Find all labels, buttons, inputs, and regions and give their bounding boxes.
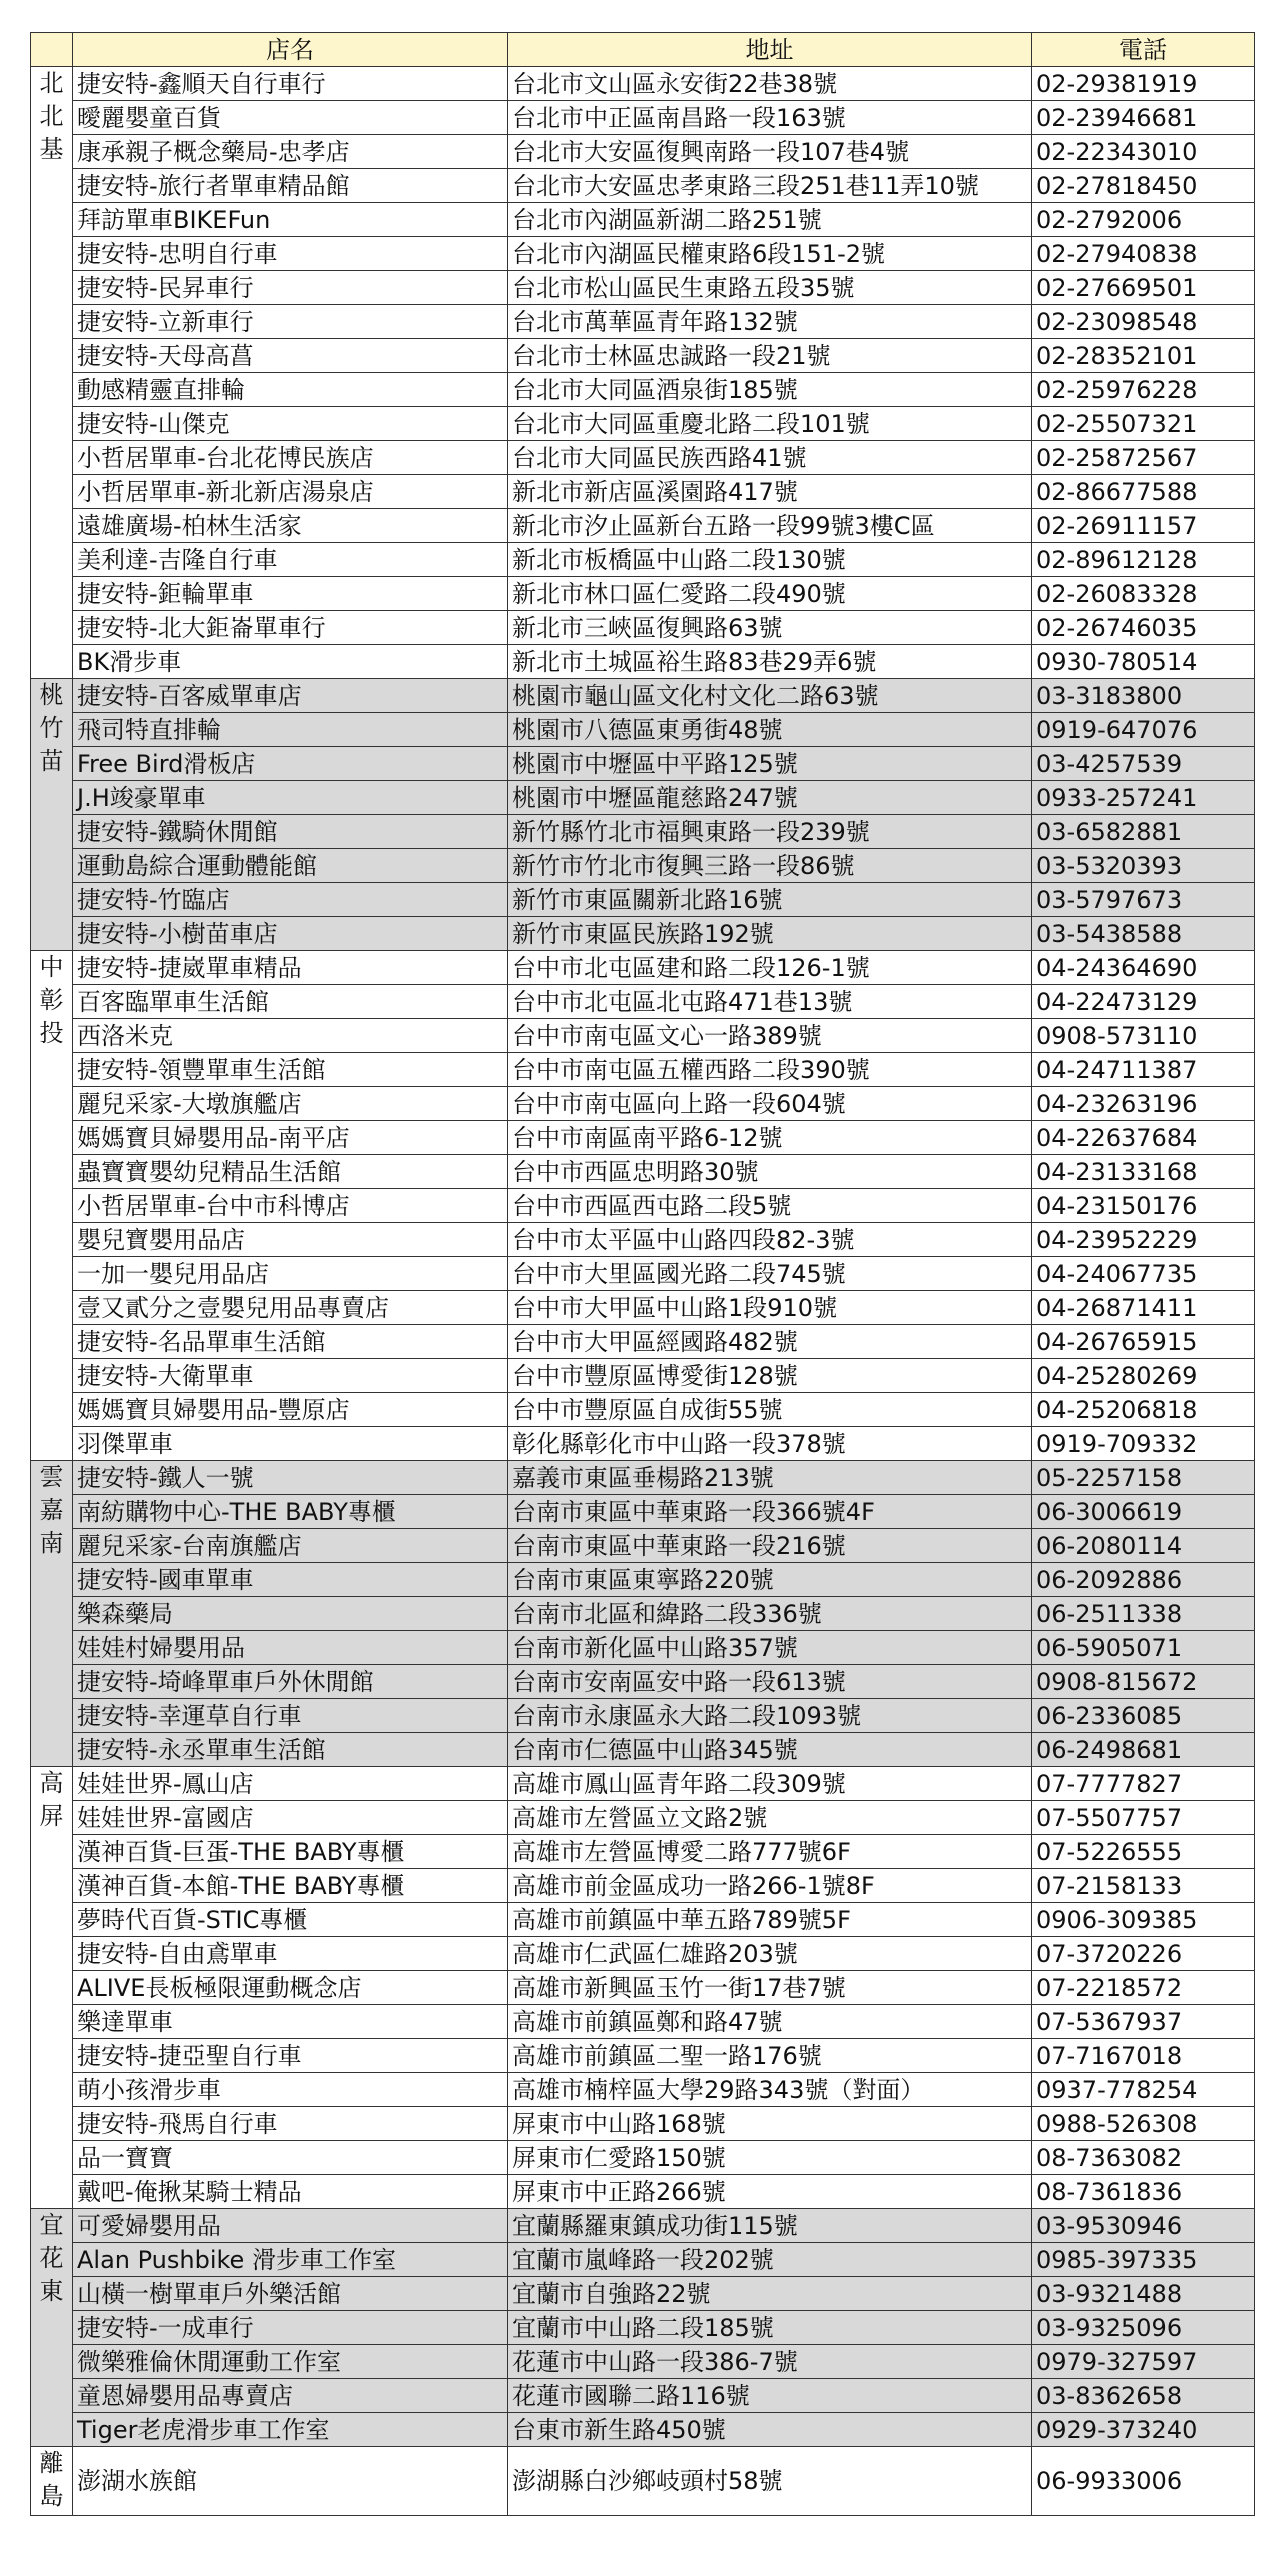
- address-cell: 宜蘭市自強路22號: [508, 2277, 1032, 2311]
- store-name-cell: 南紡購物中心-THE BABY專櫃: [73, 1495, 508, 1529]
- table-row: [31, 815, 1255, 849]
- address-cell: 宜蘭市中山路二段185號: [508, 2311, 1032, 2345]
- address-cell: 台北市士林區忠誠路一段21號: [508, 339, 1032, 373]
- address-cell: 台中市大里區國光路二段745號: [508, 1257, 1032, 1291]
- phone-cell: 04-23133168: [1032, 1155, 1255, 1189]
- table-row: [31, 407, 1255, 441]
- address-cell: 台中市豐原區博愛街128號: [508, 1359, 1032, 1393]
- phone-cell: 05-2257158: [1032, 1461, 1255, 1495]
- phone-cell: 03-6582881: [1032, 815, 1255, 849]
- address-cell: 台中市南屯區五權西路二段390號: [508, 1053, 1032, 1087]
- address-cell: 台北市大安區復興南路一段107巷4號: [508, 135, 1032, 169]
- address-cell: 高雄市楠梓區大學29路343號（對面）: [508, 2073, 1032, 2107]
- store-name-cell: 媽媽寶貝婦嬰用品-豐原店: [73, 1393, 508, 1427]
- address-cell: 新竹市竹北市復興三路一段86號: [508, 849, 1032, 883]
- phone-cell: 03-9325096: [1032, 2311, 1255, 2345]
- address-cell: 桃園市中壢區中平路125號: [508, 747, 1032, 781]
- phone-cell: 04-23263196: [1032, 1087, 1255, 1121]
- phone-cell: 0937-778254: [1032, 2073, 1255, 2107]
- phone-cell: 03-5438588: [1032, 917, 1255, 951]
- phone-cell: 06-2092886: [1032, 1563, 1255, 1597]
- phone-cell: 07-5367937: [1032, 2005, 1255, 2039]
- store-name-cell: 可愛婦嬰用品: [73, 2209, 508, 2243]
- phone-cell: 06-2080114: [1032, 1529, 1255, 1563]
- store-name-cell: 小哲居單車-台北花博民族店: [73, 441, 508, 475]
- store-name-cell: 漢神百貨-巨蛋-THE BABY專櫃: [73, 1835, 508, 1869]
- address-cell: 台中市豐原區自成街55號: [508, 1393, 1032, 1427]
- phone-cell: 04-23150176: [1032, 1189, 1255, 1223]
- table-body: [31, 67, 1255, 2516]
- table-row: [31, 169, 1255, 203]
- store-name-cell: 捷安特-鉅輪單車: [73, 577, 508, 611]
- header-phone: 電話: [1032, 33, 1255, 67]
- address-cell: 新北市三峽區復興路63號: [508, 611, 1032, 645]
- table-row: [31, 1869, 1255, 1903]
- address-cell: 高雄市新興區玉竹一街17巷7號: [508, 1971, 1032, 2005]
- address-cell: 新北市林口區仁愛路二段490號: [508, 577, 1032, 611]
- address-cell: 台中市北屯區北屯路471巷13號: [508, 985, 1032, 1019]
- store-name-cell: Alan Pushbike 滑步車工作室: [73, 2243, 508, 2277]
- table-row: [31, 1325, 1255, 1359]
- phone-cell: 08-7361836: [1032, 2175, 1255, 2209]
- store-name-cell: 捷安特-竹臨店: [73, 883, 508, 917]
- store-name-cell: 蟲寶寶嬰幼兒精品生活館: [73, 1155, 508, 1189]
- phone-cell: 04-25206818: [1032, 1393, 1255, 1427]
- phone-cell: 02-29381919: [1032, 67, 1255, 101]
- address-cell: 新竹市東區民族路192號: [508, 917, 1032, 951]
- phone-cell: 02-26911157: [1032, 509, 1255, 543]
- address-cell: 台中市北屯區建和路二段126-1號: [508, 951, 1032, 985]
- store-name-cell: 捷安特-忠明自行車: [73, 237, 508, 271]
- table-row: [31, 441, 1255, 475]
- table-row: [31, 2209, 1255, 2243]
- address-cell: 台中市太平區中山路四段82-3號: [508, 1223, 1032, 1257]
- address-cell: 台北市中正區南昌路一段163號: [508, 101, 1032, 135]
- address-cell: 屏東市中正路266號: [508, 2175, 1032, 2209]
- table-row: [31, 1801, 1255, 1835]
- phone-cell: 04-24711387: [1032, 1053, 1255, 1087]
- store-name-cell: 捷安特-永丞單車生活館: [73, 1733, 508, 1767]
- address-cell: 高雄市左營區立文路2號: [508, 1801, 1032, 1835]
- store-name-cell: 嬰兒寶嬰用品店: [73, 1223, 508, 1257]
- region-cell: 中彰投: [31, 951, 73, 1461]
- region-cell: 雲嘉南: [31, 1461, 73, 1767]
- phone-cell: 0930-780514: [1032, 645, 1255, 679]
- store-name-cell: 西洛米克: [73, 1019, 508, 1053]
- address-cell: 台北市大同區民族西路41號: [508, 441, 1032, 475]
- table-row: [31, 271, 1255, 305]
- phone-cell: 02-89612128: [1032, 543, 1255, 577]
- table-header: [31, 33, 1255, 67]
- store-name-cell: 戴吧-俺揪某騎士精品: [73, 2175, 508, 2209]
- store-name-cell: 捷安特-捷崴單車精品: [73, 951, 508, 985]
- table-row: [31, 2005, 1255, 2039]
- phone-cell: 07-5507757: [1032, 1801, 1255, 1835]
- store-name-cell: 拜訪單車BIKEFun: [73, 203, 508, 237]
- phone-cell: 07-3720226: [1032, 1937, 1255, 1971]
- table-row: [31, 1699, 1255, 1733]
- address-cell: 台南市東區中華東路一段216號: [508, 1529, 1032, 1563]
- store-name-cell: 捷安特-幸運草自行車: [73, 1699, 508, 1733]
- table-row: [31, 1019, 1255, 1053]
- phone-cell: 04-25280269: [1032, 1359, 1255, 1393]
- phone-cell: 04-26871411: [1032, 1291, 1255, 1325]
- store-name-cell: 捷安特-旅行者單車精品館: [73, 169, 508, 203]
- address-cell: 宜蘭市嵐峰路一段202號: [508, 2243, 1032, 2277]
- store-name-cell: 山橫一樹單車戶外樂活館: [73, 2277, 508, 2311]
- table-row: [31, 883, 1255, 917]
- address-cell: 台北市文山區永安街22巷38號: [508, 67, 1032, 101]
- store-name-cell: 飛司特直排輪: [73, 713, 508, 747]
- table-row: [31, 509, 1255, 543]
- store-name-cell: 捷安特-捷亞聖自行車: [73, 2039, 508, 2073]
- store-name-cell: 捷安特-立新車行: [73, 305, 508, 339]
- store-name-cell: 捷安特-民昇車行: [73, 271, 508, 305]
- address-cell: 台中市大甲區中山路1段910號: [508, 1291, 1032, 1325]
- store-name-cell: 遠雄廣場-柏林生活家: [73, 509, 508, 543]
- store-name-cell: 小哲居單車-台中市科博店: [73, 1189, 508, 1223]
- phone-cell: 04-26765915: [1032, 1325, 1255, 1359]
- phone-cell: 03-5320393: [1032, 849, 1255, 883]
- address-cell: 台南市東區中華東路一段366號4F: [508, 1495, 1032, 1529]
- table-row: [31, 1529, 1255, 1563]
- table-row: [31, 713, 1255, 747]
- store-name-cell: 夢時代百貨-STIC專櫃: [73, 1903, 508, 1937]
- table-row: [31, 1087, 1255, 1121]
- region-cell: 宜花東: [31, 2209, 73, 2447]
- store-name-cell: 一加一嬰兒用品店: [73, 1257, 508, 1291]
- store-name-cell: BK滑步車: [73, 645, 508, 679]
- store-name-cell: 捷安特-自由鳶單車: [73, 1937, 508, 1971]
- address-cell: 屏東市仁愛路150號: [508, 2141, 1032, 2175]
- table-row: [31, 1937, 1255, 1971]
- address-cell: 高雄市前鎮區中華五路789號5F: [508, 1903, 1032, 1937]
- phone-cell: 06-2336085: [1032, 1699, 1255, 1733]
- phone-cell: 0908-815672: [1032, 1665, 1255, 1699]
- table-row: [31, 2141, 1255, 2175]
- table-row: [31, 679, 1255, 713]
- store-name-cell: 娃娃世界-鳳山店: [73, 1767, 508, 1801]
- table-row: [31, 1971, 1255, 2005]
- phone-cell: 02-25976228: [1032, 373, 1255, 407]
- phone-cell: 03-5797673: [1032, 883, 1255, 917]
- phone-cell: 02-27669501: [1032, 271, 1255, 305]
- address-cell: 花蓮市國聯二路116號: [508, 2379, 1032, 2413]
- phone-cell: 06-2511338: [1032, 1597, 1255, 1631]
- address-cell: 台北市萬華區青年路132號: [508, 305, 1032, 339]
- table-row: [31, 1257, 1255, 1291]
- store-name-cell: 百客臨單車生活館: [73, 985, 508, 1019]
- table-row: [31, 2107, 1255, 2141]
- address-cell: 高雄市鳳山區青年路二段309號: [508, 1767, 1032, 1801]
- store-name-cell: 捷安特-大衛單車: [73, 1359, 508, 1393]
- region-cell: 桃竹苗: [31, 679, 73, 951]
- store-name-cell: ALIVE長板極限運動概念店: [73, 1971, 508, 2005]
- phone-cell: 03-3183800: [1032, 679, 1255, 713]
- store-name-cell: J.H竣豪單車: [73, 781, 508, 815]
- table-row: [31, 747, 1255, 781]
- phone-cell: 02-28352101: [1032, 339, 1255, 373]
- address-cell: 新竹市東區關新北路16號: [508, 883, 1032, 917]
- store-name-cell: 捷安特-鑫順天自行車行: [73, 67, 508, 101]
- address-cell: 台北市大安區忠孝東路三段251巷11弄10號: [508, 169, 1032, 203]
- table-row: [31, 2311, 1255, 2345]
- table-row: [31, 1291, 1255, 1325]
- table-row: [31, 2175, 1255, 2209]
- store-name-cell: 捷安特-天母高菖: [73, 339, 508, 373]
- store-name-cell: 童恩婦嬰用品專賣店: [73, 2379, 508, 2413]
- table-row: [31, 1665, 1255, 1699]
- table-row: [31, 611, 1255, 645]
- table-row: [31, 1223, 1255, 1257]
- table-row: [31, 1835, 1255, 1869]
- region-cell: 離島: [31, 2447, 73, 2516]
- store-name-cell: 美利達-吉隆自行車: [73, 543, 508, 577]
- store-name-cell: Free Bird滑板店: [73, 747, 508, 781]
- store-name-cell: Tiger老虎滑步車工作室: [73, 2413, 508, 2447]
- table-row: [31, 101, 1255, 135]
- table-row: [31, 475, 1255, 509]
- table-row: [31, 237, 1255, 271]
- header-row: [31, 33, 1255, 67]
- store-name-cell: 動感精靈直排輪: [73, 373, 508, 407]
- store-name-cell: 康承親子概念藥局-忠孝店: [73, 135, 508, 169]
- address-cell: 台北市大同區酒泉街185號: [508, 373, 1032, 407]
- address-cell: 台南市北區和緯路二段336號: [508, 1597, 1032, 1631]
- table-row: [31, 2073, 1255, 2107]
- phone-cell: 06-2498681: [1032, 1733, 1255, 1767]
- table-row: [31, 1631, 1255, 1665]
- store-name-cell: 捷安特-鐵騎休閒館: [73, 815, 508, 849]
- phone-cell: 0919-709332: [1032, 1427, 1255, 1461]
- store-name-cell: 捷安特-一成車行: [73, 2311, 508, 2345]
- table-row: [31, 2345, 1255, 2379]
- table-row: [31, 67, 1255, 101]
- address-cell: 高雄市仁武區仁雄路203號: [508, 1937, 1032, 1971]
- table-row: [31, 1189, 1255, 1223]
- table-row: [31, 2039, 1255, 2073]
- store-name-cell: 捷安特-山傑克: [73, 407, 508, 441]
- table-row: [31, 1359, 1255, 1393]
- table-row: [31, 1155, 1255, 1189]
- table-row: [31, 1121, 1255, 1155]
- table-row: [31, 1393, 1255, 1427]
- store-name-cell: 捷安特-小樹苗車店: [73, 917, 508, 951]
- table-row: [31, 781, 1255, 815]
- address-cell: 桃園市龜山區文化村文化二路63號: [508, 679, 1032, 713]
- address-cell: 桃園市八德區東勇街48號: [508, 713, 1032, 747]
- store-name-cell: 娃娃世界-富國店: [73, 1801, 508, 1835]
- phone-cell: 07-2158133: [1032, 1869, 1255, 1903]
- address-cell: 台北市松山區民生東路五段35號: [508, 271, 1032, 305]
- phone-cell: 0985-397335: [1032, 2243, 1255, 2277]
- address-cell: 彰化縣彰化市中山路一段378號: [508, 1427, 1032, 1461]
- phone-cell: 04-24364690: [1032, 951, 1255, 985]
- store-name-cell: 捷安特-名品單車生活館: [73, 1325, 508, 1359]
- store-table: [30, 32, 1255, 2516]
- store-name-cell: 捷安特-百客威單車店: [73, 679, 508, 713]
- address-cell: 台南市新化區中山路357號: [508, 1631, 1032, 1665]
- phone-cell: 02-23098548: [1032, 305, 1255, 339]
- address-cell: 台中市西區西屯路二段5號: [508, 1189, 1032, 1223]
- region-cell: 高屏: [31, 1767, 73, 2209]
- table-row: [31, 305, 1255, 339]
- phone-cell: 02-26746035: [1032, 611, 1255, 645]
- address-cell: 新北市新店區溪園路417號: [508, 475, 1032, 509]
- store-name-cell: 萌小孩滑步車: [73, 2073, 508, 2107]
- store-name-cell: 羽傑單車: [73, 1427, 508, 1461]
- table-row: [31, 203, 1255, 237]
- phone-cell: 02-26083328: [1032, 577, 1255, 611]
- address-cell: 台南市仁德區中山路345號: [508, 1733, 1032, 1767]
- address-cell: 高雄市前鎮區二聖一路176號: [508, 2039, 1032, 2073]
- phone-cell: 0988-526308: [1032, 2107, 1255, 2141]
- table-row: [31, 543, 1255, 577]
- phone-cell: 02-25872567: [1032, 441, 1255, 475]
- address-cell: 台南市安南區安中路一段613號: [508, 1665, 1032, 1699]
- store-name-cell: 樂森藥局: [73, 1597, 508, 1631]
- phone-cell: 0908-573110: [1032, 1019, 1255, 1053]
- store-name-cell: 壹又貳分之壹嬰兒用品專賣店: [73, 1291, 508, 1325]
- address-cell: 花蓮市中山路一段386-7號: [508, 2345, 1032, 2379]
- phone-cell: 0979-327597: [1032, 2345, 1255, 2379]
- address-cell: 台南市永康區永大路二段1093號: [508, 1699, 1032, 1733]
- table-row: [31, 2413, 1255, 2447]
- store-name-cell: 麗兒采家-台南旗艦店: [73, 1529, 508, 1563]
- table-row: [31, 2277, 1255, 2311]
- table-row: [31, 1495, 1255, 1529]
- address-cell: 新竹縣竹北市福興東路一段239號: [508, 815, 1032, 849]
- table-row: [31, 1733, 1255, 1767]
- phone-cell: 03-8362658: [1032, 2379, 1255, 2413]
- phone-cell: 0933-257241: [1032, 781, 1255, 815]
- phone-cell: 08-7363082: [1032, 2141, 1255, 2175]
- phone-cell: 06-9933006: [1032, 2447, 1255, 2516]
- table-row: [31, 1563, 1255, 1597]
- store-name-cell: 捷安特-鐵人一號: [73, 1461, 508, 1495]
- phone-cell: 03-9321488: [1032, 2277, 1255, 2311]
- table-row: [31, 849, 1255, 883]
- header-region: [31, 33, 73, 67]
- phone-cell: 04-22473129: [1032, 985, 1255, 1019]
- store-name-cell: 微樂雅倫休閒運動工作室: [73, 2345, 508, 2379]
- store-name-cell: 媽媽寶貝婦嬰用品-南平店: [73, 1121, 508, 1155]
- store-name-cell: 運動島綜合運動體能館: [73, 849, 508, 883]
- table-row: [31, 135, 1255, 169]
- phone-cell: 04-24067735: [1032, 1257, 1255, 1291]
- table-row: [31, 2447, 1255, 2516]
- table-row: [31, 1597, 1255, 1631]
- address-cell: 台北市內湖區民權東路6段151-2號: [508, 237, 1032, 271]
- table-row: [31, 917, 1255, 951]
- store-name-cell: 澎湖水族館: [73, 2447, 508, 2516]
- store-name-cell: 樂達單車: [73, 2005, 508, 2039]
- store-name-cell: 品一寶寶: [73, 2141, 508, 2175]
- store-name-cell: 捷安特-領豐單車生活館: [73, 1053, 508, 1087]
- address-cell: 宜蘭縣羅東鎮成功街115號: [508, 2209, 1032, 2243]
- phone-cell: 06-5905071: [1032, 1631, 1255, 1665]
- phone-cell: 04-22637684: [1032, 1121, 1255, 1155]
- address-cell: 屏東市中山路168號: [508, 2107, 1032, 2141]
- store-name-cell: 麗兒采家-大墩旗艦店: [73, 1087, 508, 1121]
- phone-cell: 0906-309385: [1032, 1903, 1255, 1937]
- store-name-cell: 娃娃村婦嬰用品: [73, 1631, 508, 1665]
- store-name-cell: 捷安特-飛馬自行車: [73, 2107, 508, 2141]
- phone-cell: 07-2218572: [1032, 1971, 1255, 2005]
- store-name-cell: 小哲居單車-新北新店湯泉店: [73, 475, 508, 509]
- phone-cell: 02-27940838: [1032, 237, 1255, 271]
- phone-cell: 02-27818450: [1032, 169, 1255, 203]
- phone-cell: 02-2792006: [1032, 203, 1255, 237]
- table-row: [31, 645, 1255, 679]
- address-cell: 新北市土城區裕生路83巷29弄6號: [508, 645, 1032, 679]
- store-name-cell: 捷安特-埼峰單車戶外休閒館: [73, 1665, 508, 1699]
- table-row: [31, 2243, 1255, 2277]
- phone-cell: 03-9530946: [1032, 2209, 1255, 2243]
- table-row: [31, 951, 1255, 985]
- phone-cell: 02-23946681: [1032, 101, 1255, 135]
- address-cell: 高雄市左營區博愛二路777號6F: [508, 1835, 1032, 1869]
- phone-cell: 06-3006619: [1032, 1495, 1255, 1529]
- header-store-name: 店名: [73, 33, 508, 67]
- address-cell: 台中市西區忠明路30號: [508, 1155, 1032, 1189]
- address-cell: 澎湖縣白沙鄉岐頭村58號: [508, 2447, 1032, 2516]
- address-cell: 嘉義市東區垂楊路213號: [508, 1461, 1032, 1495]
- table-row: [31, 373, 1255, 407]
- table-row: [31, 577, 1255, 611]
- phone-cell: 02-25507321: [1032, 407, 1255, 441]
- address-cell: 台中市大甲區經國路482號: [508, 1325, 1032, 1359]
- store-name-cell: 捷安特-北大鉅崙單車行: [73, 611, 508, 645]
- phone-cell: 02-22343010: [1032, 135, 1255, 169]
- table-row: [31, 1053, 1255, 1087]
- address-cell: 台中市南屯區向上路一段604號: [508, 1087, 1032, 1121]
- store-name-cell: 曖麗嬰童百貨: [73, 101, 508, 135]
- address-cell: 高雄市前金區成功一路266-1號8F: [508, 1869, 1032, 1903]
- phone-cell: 07-5226555: [1032, 1835, 1255, 1869]
- address-cell: 台中市南屯區文心一路389號: [508, 1019, 1032, 1053]
- header-address: 地址: [508, 33, 1032, 67]
- table-row: [31, 1903, 1255, 1937]
- phone-cell: 0919-647076: [1032, 713, 1255, 747]
- address-cell: 台北市內湖區新湖二路251號: [508, 203, 1032, 237]
- address-cell: 新北市板橋區中山路二段130號: [508, 543, 1032, 577]
- address-cell: 台南市東區東寧路220號: [508, 1563, 1032, 1597]
- address-cell: 新北市汐止區新台五路一段99號3樓C區: [508, 509, 1032, 543]
- address-cell: 台東市新生路450號: [508, 2413, 1032, 2447]
- phone-cell: 07-7777827: [1032, 1767, 1255, 1801]
- table-row: [31, 1461, 1255, 1495]
- address-cell: 桃園市中壢區龍慈路247號: [508, 781, 1032, 815]
- table-row: [31, 985, 1255, 1019]
- table-row: [31, 339, 1255, 373]
- phone-cell: 04-23952229: [1032, 1223, 1255, 1257]
- phone-cell: 03-4257539: [1032, 747, 1255, 781]
- table-row: [31, 1767, 1255, 1801]
- phone-cell: 0929-373240: [1032, 2413, 1255, 2447]
- store-name-cell: 漢神百貨-本館-THE BABY專櫃: [73, 1869, 508, 1903]
- address-cell: 台北市大同區重慶北路二段101號: [508, 407, 1032, 441]
- table-row: [31, 1427, 1255, 1461]
- store-name-cell: 捷安特-國車單車: [73, 1563, 508, 1597]
- phone-cell: 07-7167018: [1032, 2039, 1255, 2073]
- address-cell: 台中市南區南平路6-12號: [508, 1121, 1032, 1155]
- address-cell: 高雄市前鎮區鄭和路47號: [508, 2005, 1032, 2039]
- table-row: [31, 2379, 1255, 2413]
- phone-cell: 02-86677588: [1032, 475, 1255, 509]
- region-cell: 北北基: [31, 67, 73, 679]
